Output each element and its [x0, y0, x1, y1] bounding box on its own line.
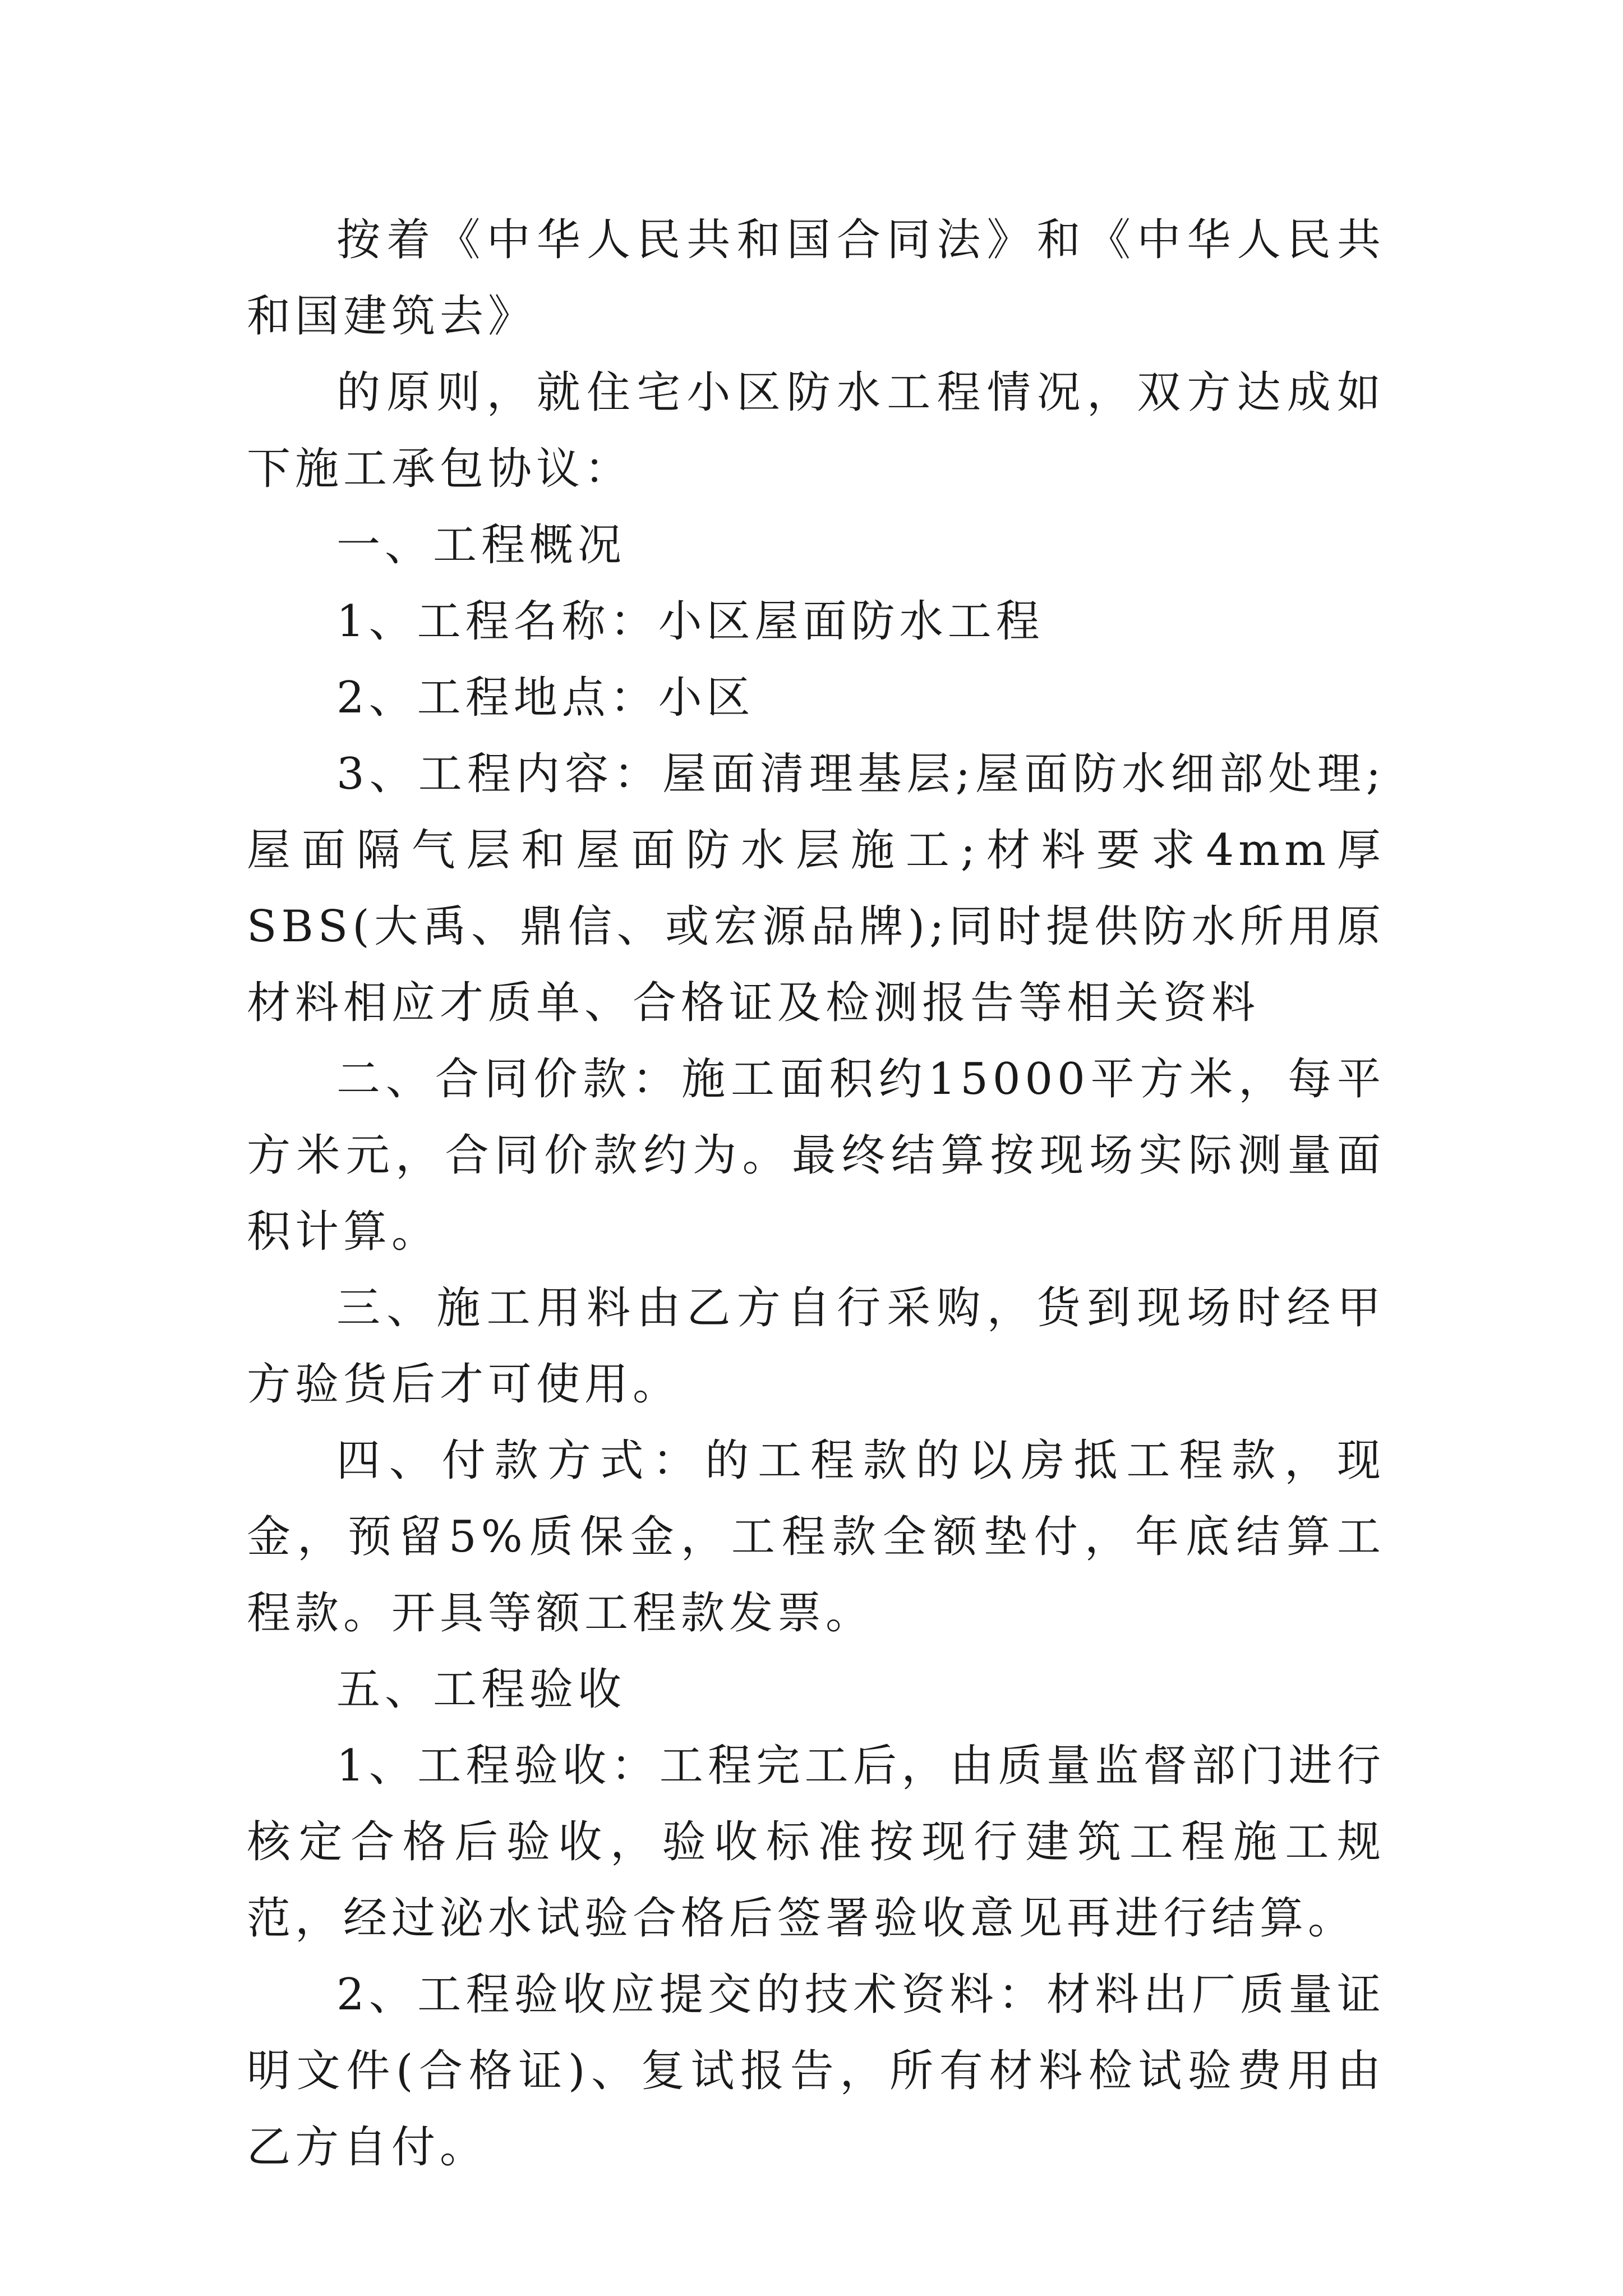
paragraph-acceptance-documents: 2、工程验收应提交的技术资料：材料出厂质量证明文件(合格证)、复试报告，所有材料检试验费用由乙方自付。: [247, 1970, 1385, 2173]
paragraph-contract-price: 二、合同价款：施工面积约15000平方米，每平方米元，合同价款约为。最终结算按现场实际测量面积计算。: [247, 1054, 1385, 1257]
paragraph-acceptance-procedure: 1、工程验收：工程完工后，由质量监督部门进行核定合格后验收，验收标准按现行建筑工程施工规范，经过泌水试验合格后签署验收意见再进行结算。: [247, 1741, 1385, 1944]
paragraph-project-location: 2、工程地点：小区: [336, 673, 755, 723]
section-heading-overview: 一、工程概况: [336, 520, 626, 570]
paragraph-project-name: 1、工程名称：小区屋面防水工程: [336, 596, 1044, 647]
paragraph-principle: 的原则，就住宅小区防水工程情况，双方达成如下施工承包协议：: [247, 367, 1385, 494]
paragraph-payment: 四、付款方式：的工程款的以房抵工程款，现金，预留5%质保金，工程款全额垫付，年底结算工程款。开具等额工程款发票。: [247, 1435, 1385, 1639]
paragraph-preamble: 按着《中华人民共和国合同法》和《中华人民共和国建筑去》: [247, 215, 1385, 342]
document-body: [247, 202, 1385, 2185]
paragraph-project-content: 3、工程内容：屋面清理基层;屋面防水细部处理;屋面隔气层和屋面防水层施工;材料要求4mm厚SBS(大禹、鼎信、或宏源品牌);同时提供防水所用原材料相应才质单、合格证及检测报告等相关资料: [247, 749, 1385, 1028]
paragraph-materials: 三、施工用料由乙方自行采购，货到现场时经甲方验货后才可使用。: [247, 1283, 1385, 1410]
section-heading-acceptance: 五、工程验收: [336, 1664, 626, 1715]
